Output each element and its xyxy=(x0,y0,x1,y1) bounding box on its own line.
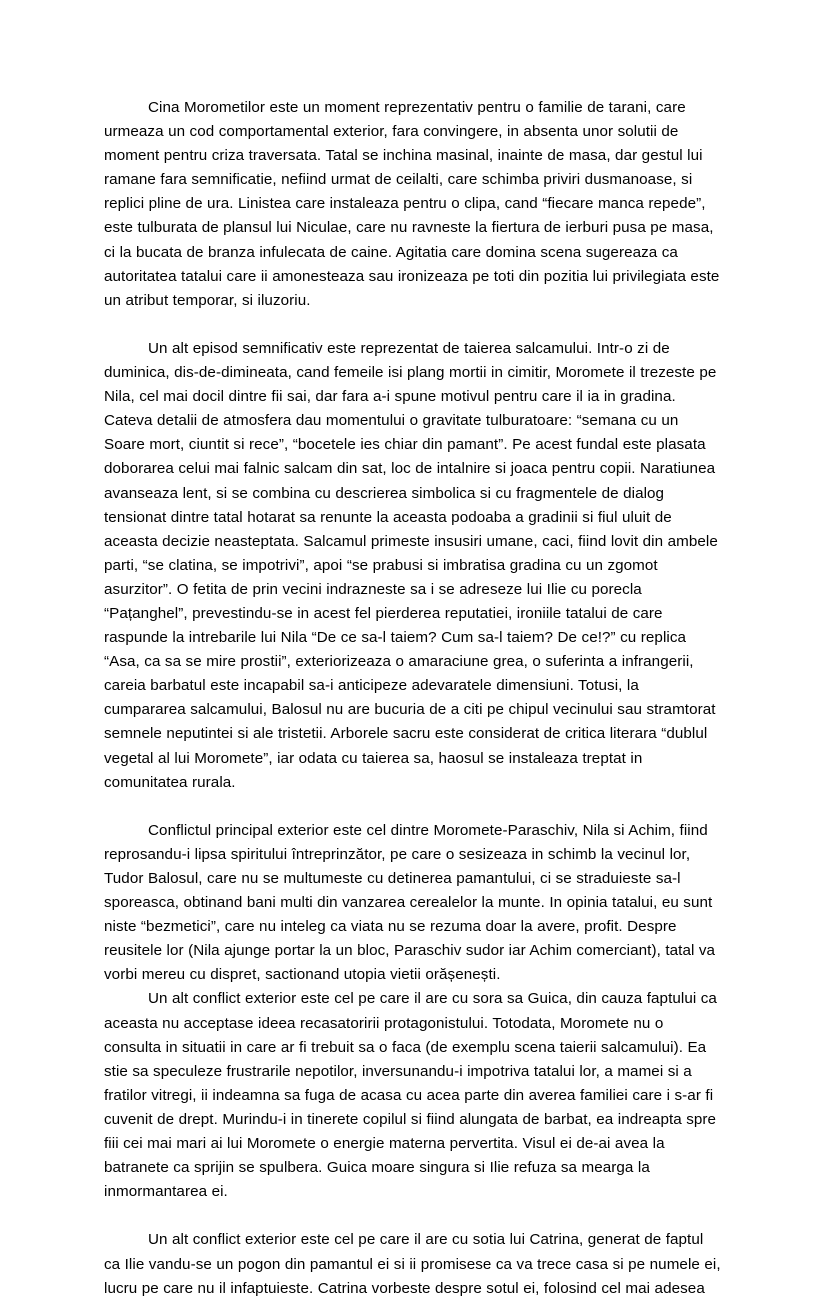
document-body xyxy=(104,96,722,1301)
paragraph-4: Un alt conflict exterior este cel pe care il are cu sora sa Guica, din cauza faptului ca aceasta nu acceptase ideea recasatoririi protagonistului. Totodata, Moromete nu o consulta in situatii in care ar fi trebuit sa o faca (de exemplu scena taierii salcamului). Ea stie sa speculeze frustrarile nepotilor, inversunandu-i impotriva tatalui lor, a mamei si a fratilor vitregi, ii indeamna sa fuga de acasa cu acea parte din averea familiei care i s-ar fi cuvenit de drept. Murindu-i in tinerete copilul si fiind alungata de barbat, ea indreapta spre fiii cei mai mari ai lui Moromete o energie materna pervertita. Visul ei de-ai avea la batranete ca sprijin se spulbera. Guica moare singura si Ilie refuza sa mearga la inmormantarea ei. xyxy=(104,990,717,1201)
paragraph-2: Un alt episod semnificativ este reprezentat de taierea salcamului. Intr-o zi de duminica, dis-de-dimineata, cand femeile isi plang mortii in cimitir, Moromete il trezeste pe Nila, cel mai docil dintre fii sai, dar fara a-i spune motivul pentru care il ia in gradina. Cateva detalii de atmosfera dau momentului o gravitate tulburatoare: “semana cu un Soare mort, ciuntit si rece”, “bocetele ies chiar din pamant”. Pe acest fundal este plasata doborarea celui mai falnic salcam din sat, loc de intalnire si joaca pentru copii. Naratiunea avanseaza lent, si se combina cu descrierea simbolica si cu fragmentele de dialog tensionat dintre tatal hotarat sa renunte la aceasta podoaba a gradinii si fiul uluit de aceasta decizie neasteptata. Salcamul primeste insusiri umane, caci, fiind lovit din ambele parti, “se clatina, se impotrivi”, apoi “se prabusi si imbratisa gradina cu un zgomot asurzitor”. O fetita de prin vecini indrazneste sa i se adreseze lui Ilie cu porecla “Pațanghel”, prevestindu-se in acest fel pierderea reputatiei, ironiile tatalui de care raspunde la intrebarile lui Nila “De ce sa-l taiem? Cum sa-l taiem? De ce!?” cu replica “Asa, ca sa se mire prostii”, exteriorizeaza o amaraciune grea, o suferinta a infrangerii, careia barbatul este incapabil sa-i anticipeze adevaratele dimensiuni. Totusi, la cumpararea salcamului, Balosul nu are bucuria de a citi pe chipul vecinului sau stramtorat semnele neputintei si ale tristetii. Arborele sacru este considerat de critica literara “dublul vegetal al lui Moromete”, iar odata cu taierea sa, haosul se instaleaza treptat in comunitatea rurala. xyxy=(104,339,718,791)
paragraph-3: Conflictul principal exterior este cel dintre Moromete-Paraschiv, Nila si Achim, fiind reprosandu-i lipsa spiritului întreprinzător, pe care o sesizeaza in schimb la vecinul lor, Tudor Balosul, care nu se multumeste cu detinerea pamantului, ci se straduieste sa-l sporeasca, obtinand bani multi din vanzarea cerealelor la munte. In opinia tatalui, eu sunt niste “bezmetici”, care nu inteleg ca viata nu se rezuma doar la avere, profit. Despre reusitele lor (Nila ajunge portar la un bloc, Paraschiv sudor iar Achim comerciant), tatal va vorbi mereu cu dispret, sactionand utopia vietii orășenești. xyxy=(104,821,716,984)
paragraph-1: Cina Morometilor este un moment reprezentativ pentru o familie de tarani, care urmeaza un cod comportamental exterior, fara convingere, in absenta unor solutii de moment pentru criza traversata. Tatal se inchina masinal, inainte de masa, dar gestul lui ramane fara semnificatie, nefiind urmat de ceilalti, care schimba priviri dusmanoase, si replici pline de ura. Linistea care instaleaza pentru o clipa, cand “fiecare manca repede”, este tulburata de plansul lui Niculae, care nu ravneste la fiertura de ierburi pusa pe masa, ci la bucata de branza infulecata de caine. Agitatia care domina scena sugereaza ca autoritatea tatalui care ii amonesteaza sau ironizeaza pe toti din pozitia lui privilegiata este un atribut temporar, si iluzoriu. xyxy=(104,99,720,309)
paragraph-5: Un alt conflict exterior este cel pe care il are cu sotia lui Catrina, generat de faptul ca Ilie vandu-se un pogon din pamantul ei si ii promisese ca va trece casa si pe numele ei, lucru pe care nu il infaptuieste. Catrina vorbeste despre sotul ei, folosind cel mai adesea xyxy=(104,1231,721,1297)
